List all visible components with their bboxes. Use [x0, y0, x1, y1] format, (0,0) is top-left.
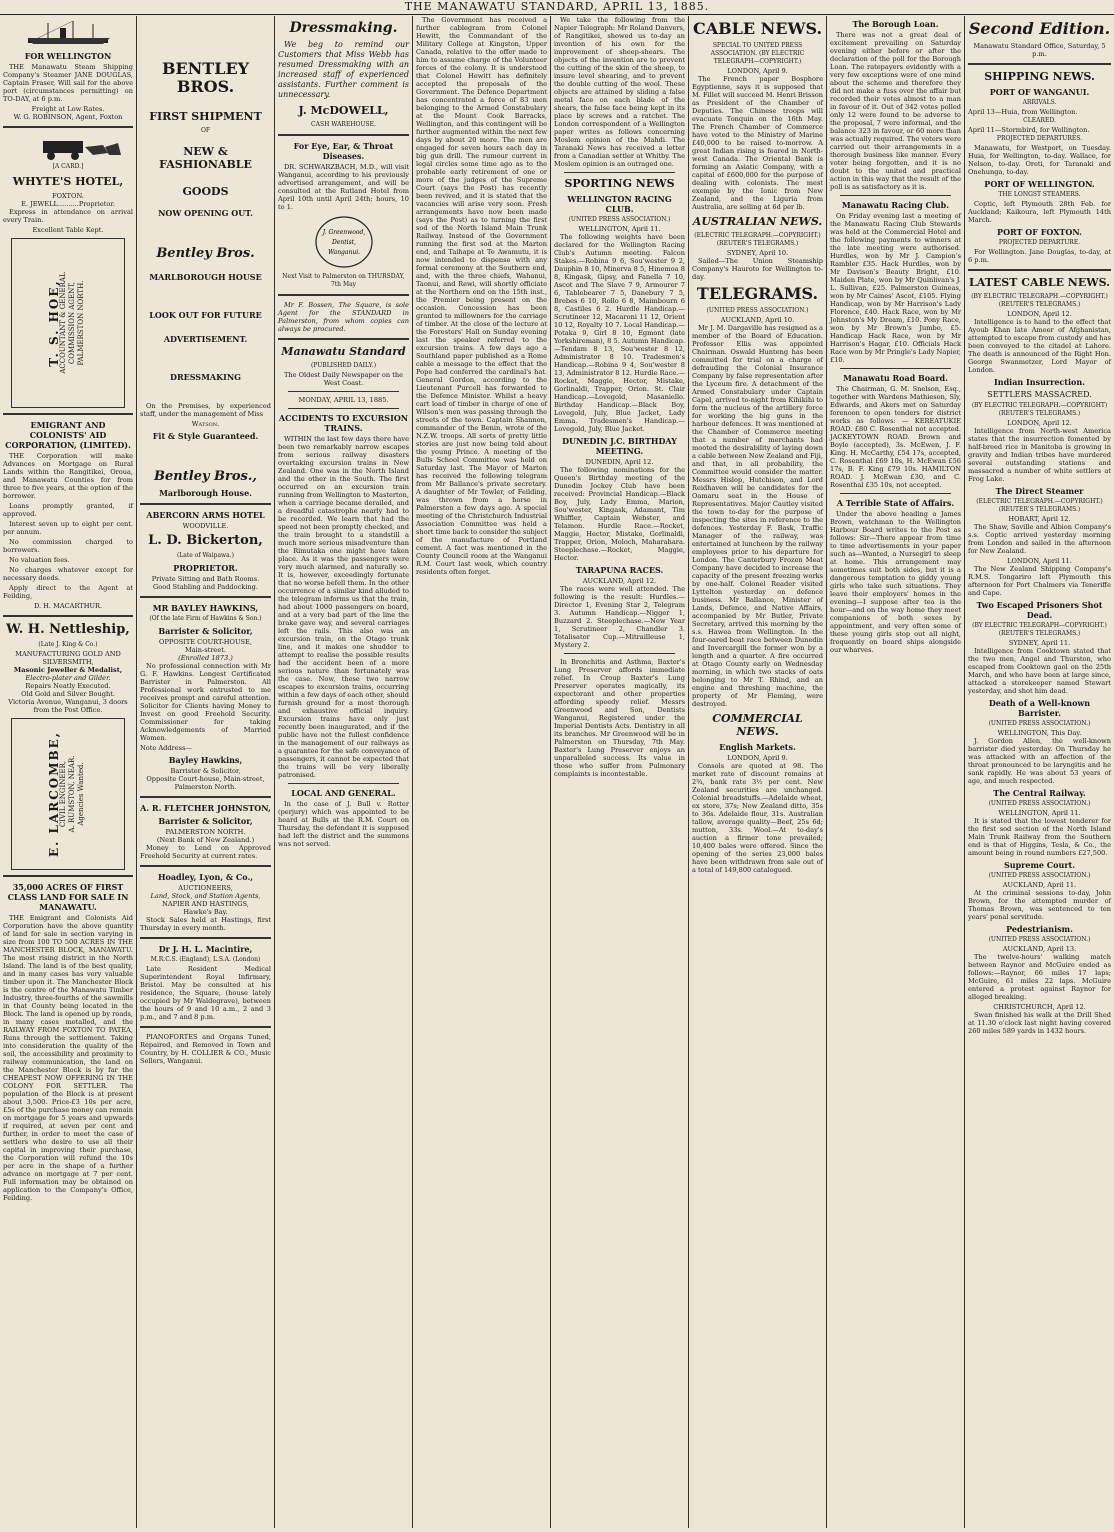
divider	[278, 294, 409, 296]
nettleship-line: Electro-plater and Gilder.	[25, 674, 111, 682]
fit-style: Fit & Style Guaranteed.	[152, 431, 259, 441]
emigrant-line: Apply direct to the Agent at Feilding,	[3, 584, 133, 600]
nettleship-sub: (Late J. King & Co.)	[38, 641, 98, 648]
australian-heading: AUSTRALIAN NEWS.	[692, 215, 823, 228]
second-edition: Second Edition.	[968, 19, 1111, 38]
card-label: [A CARD.]	[52, 163, 84, 170]
macintire-sub: M.R.C.S. (England), L.S.A. (London)	[150, 956, 261, 963]
acres-text: THE Emigrant and Colonists Aid Corporation have the above quantity of land for sale in section varying in size from 100 TO 500 ACRES IN THE MANCHESTER BLOCK, MANAWATU. The most rising district in the North Island. The land is of the best quality, and in many cases has very valuable timber upon it. The Manchester Block is the centre of the Manawatu Timber Industry, three-fourths of the sawmills in that County being located in the Block. The land is opened up by roads, in many cases metalled, and the RAILWAY FROM FOXTON TO PATEA, Runs through the settlement. Taking into consideration the quality of the soil, the accessibility and proximity to railway communication, the land on the Manchester Block is by far the CHEAPEST NOW OFFERING IN THE COLONY FOR SETTLER. The population of the Block is at present about 3,500. Price-£3 10s per acre, £5s of the purchase money can remain on mortgage for 5 years and upwards if required, at seven per cent and further, in order to meet the case of settlers who desire to use all their capital in improving their purchase, the Corporation will refund the 10s per acre in the shape of a further advance on mortgage at 7 per cent. Full information may be obtained on application to the Company's Office, Feilding.	[3, 914, 133, 1202]
bayley-addr: Opposite Court-house, Main-street, Palmerston North.	[146, 775, 265, 791]
telegrams-sub: (UNITED PRESS ASSOCIATION.)	[706, 307, 809, 314]
bentley-italic-2: Bentley Bros.,	[154, 469, 257, 484]
london3-text: The New Zealand Shipping Company's R.M.S. Tongariro left Plymouth this afternoon for Port Chalmers via Teneriffe and Cape.	[968, 565, 1111, 597]
larcombe-line: A. RUMSTON, NEAR.	[68, 755, 76, 833]
death-sub: (UNITED PRESS ASSOCIATION.)	[988, 720, 1091, 727]
hawkins-name: MR BAYLEY HAWKINS,	[152, 603, 259, 613]
supreme-sub: (UNITED PRESS ASSOCIATION.)	[988, 872, 1091, 879]
hotel-text: Express in attendance on arrival every Train.	[3, 208, 133, 224]
stamp-line: Wanganui.	[327, 249, 360, 256]
abercorn: ABERCORN ARMS HOTEL	[146, 510, 265, 520]
emigrant-line: No commission charged to borrowers.	[3, 538, 133, 554]
cable-sub: SPECIAL TO UNITED PRESS ASSOCIATION. (BY ELECTRIC TELEGRAPH—COPYRIGHT.)	[710, 42, 805, 65]
emigrant-agent: D. H. MACARTHUR.	[33, 602, 103, 610]
indian-dateline: LONDON, April 12.	[1007, 419, 1072, 427]
column-4-text: The Government has received a further cablegram from Colonel Hewitt, the Commandant of the Military College at Kingston, Upper Canada, relative to the offer made to him to assume charge of the Volunteer forces of the colony. It is understood that Colonel Hewitt has definitely accepted the proposals of the Government. The Defence Department has concentrated a force of 83 men belonging to the Armed Constabulary at the Mount Cook Barracks, Wellington, and this contingent will be further augmented within the next few days by about 20 more. The men are engaged for seven hours each day in big gun drill. The rumour current in legal circles some time ago as to the probable early retirement of one or more of the judges of the Supreme Court (says the Post) has recently been revived, and it is stated that the vacancies will arise very soon. Fresh arrangements have now been made (says the Post) as to turning the first sod of the North Island Main Trunk Railway. Instead of the Government running the first sod at the Marton end, and Taihape at Te Awamutu, it is now intended to dispense with any formal ceremony at the Southern end, and, with the three chiefs, Wahanui, Taonui, and Rewi, will shortly officiate at the Northern end on the 15th inst., the Premier being present on the occasion. Concession has been granted to millowners for the carriage of timber. At the close of the lecture at the Foresters' Hall on Sunday evening last the speaker referred to the excursion trains. A few days ago a Southland paper published as a Rome cable a message to the effect that the Pope had conferred the cardinal's hat. General Gordon, according to the Lieutenant Purcell has forwarded to the Defence Minister. Whilst a heavy cart load of timber in charge of one of Wilson's men was passing through the streets of the town. Captain Shannon, commander of the Benin, wrote of the N.Z.W. troops. All sorts of pretty little stories are just now being told about the young Prince. A meeting of the Bulls School Committee was held on Saturday last. The Mayor of Marton has received the following telegram from Mr Ballance's private secretary. A daughter of Mr Towler, of Feilding, was thrown from a horse in Palmerston a few days ago. A special meeting of the Christchurch Industrial Association Committee was held a short time back to consider the subject of the manufacture of Portland cement. A fact was mentioned in the County Council room at the Wanganui R.M. Court last week, which country residents often forget.	[416, 16, 547, 576]
dressmaking: DRESSMAKING	[170, 372, 241, 382]
bayley-sub: Barrister & Solicitor,	[170, 767, 241, 775]
hotel-proprietor: E. JEWELL..........Proprietor.	[21, 200, 115, 208]
hotel-table: Excellent Table Kept.	[32, 226, 104, 234]
emigrant-line: No charges whatever except for necessary deeds.	[3, 566, 133, 582]
pianofortes-text: PIANOFORTES and Organs Tuned, Repaired, and Removed in Town and Country, by H. COLLIER & CO., Music Sellers, Wanganui.	[140, 1033, 271, 1065]
column-1	[0, 16, 136, 1526]
escaped-dateline: SYDNEY, April 11.	[1008, 639, 1071, 647]
shipping-heading: SHIPPING NEWS.	[984, 70, 1095, 83]
foxton-sub: PROJECTED DEPARTURE.	[998, 239, 1081, 246]
bickerton: L. D. Bickerton,	[148, 533, 263, 548]
emigrant-heading: EMIGRANT AND COLONISTS' AID CORPORATION, (LIMITED).	[5, 420, 131, 450]
steamer-text: The Shaw, Saville and Albion Company's s.s. Coptic arrived yesterday morning from London and sailed in the afternoon for New Zealand.	[968, 523, 1111, 555]
steamer-dateline: HOBART, April 12.	[1008, 515, 1071, 523]
dressmaking-title: Dressmaking.	[289, 20, 398, 36]
nettleship-name: W. H. Nettleship,	[6, 622, 130, 637]
main-street: Main-street.	[184, 646, 226, 654]
london2-dateline: LONDON, April 9.	[727, 754, 788, 762]
stamp-line: Dentist,	[331, 239, 356, 246]
nettleship-line: Victoria Avenue, Wanganui, 3 doors from the Post Office.	[8, 698, 128, 714]
divider	[3, 875, 133, 877]
wanganui-heading: PORT OF WANGANUI.	[989, 87, 1090, 97]
hawkes-bay: Hawke's Bay.	[183, 908, 228, 916]
divider	[288, 408, 399, 409]
acres-heading: 35,000 ACRES OF FIRST CLASS LAND FOR SALE IN MANAWATU.	[7, 882, 129, 912]
nettleship-line: Repairs Neatly Executed.	[25, 682, 111, 690]
latest-cable-heading: LATEST CABLE NEWS.	[969, 276, 1110, 289]
supreme-heading: Supreme Court.	[1003, 860, 1076, 870]
australian-sub: (ELECTRIC TELEGRAPH.—COPYRIGHT.) (REUTER'S TELEGRAMS.)	[694, 232, 821, 247]
bentley-title: BENTLEY BROS.	[161, 59, 250, 96]
terrible-heading: A Terrible State of Affairs.	[836, 498, 955, 508]
cable-heading: CABLE NEWS.	[692, 19, 823, 38]
woodville: WOODVILLE.	[182, 522, 229, 530]
divider	[140, 1026, 271, 1028]
english-markets: English Markets.	[719, 742, 796, 752]
napier: NAPIER AND HASTINGS,	[162, 900, 249, 908]
column-8	[965, 16, 1114, 1526]
hawkins-sub: (Of the late Firm of Hawkins & Son.)	[149, 615, 262, 622]
tarapuna-dateline: AUCKLAND, April 12.	[582, 577, 657, 585]
road-heading: Manawatu Road Board.	[843, 373, 948, 383]
dressmaking-text: We beg to remind our Customers that Miss Webb has resumed Dressmaking with an increased staff of experienced assistants. Further comment is unnecessary.	[278, 40, 409, 99]
pedestrian-dateline: AUCKLAND, April 13.	[1002, 945, 1077, 953]
johnston-addr: (Next Bank of New Zealand.)	[156, 836, 255, 844]
dunedin-heading: DUNEDIN J.C. BIRTHDAY MEETING.	[562, 436, 677, 456]
divider	[140, 796, 271, 798]
pedestrian-text: The twelve-hours' walking match between Raynor and McGuire ended as follows:—Raynor, 66 miles 17 laps; McGuire, 61 miles 22 laps. McGuire entered a protest against Raynor for alleged breaking.	[968, 953, 1111, 1001]
column-2	[137, 16, 274, 1526]
eye-heading: For Eye, Ear, & Throat Diseases.	[293, 141, 394, 161]
hoe-line: PALMERSTON NORTH.	[77, 280, 85, 366]
divider	[288, 391, 399, 392]
new-fashionable: NEW & FASHIONABLE	[159, 145, 252, 171]
nettleship-line: MANUFACTURING GOLD AND SILVERSMITH,	[15, 650, 121, 666]
london-dateline: LONDON, April 9.	[727, 67, 788, 75]
arrivals: ARRIVALS.	[1022, 99, 1057, 106]
wrc-sub: (UNITED PRESS ASSOCIATION.)	[568, 216, 671, 223]
divider	[140, 937, 271, 939]
macintire-text: Late Resident Medical Superintendent Royal Infirmary, Bristol. May be consulted at his residence, the Square, (house lately occupied by Mr Waldegrave), between the hours of 9 and 10 a.m., 2 and 3 p.m., and 7 and 8 p.m.	[140, 965, 271, 1021]
wellington-text: THE Manawatu Steam Shipping Company's Steamer JANE DOUGLAS, Captain Fraser, Will sail for the above port (circumstances permitting) on TO-DAY, at 6 p.m.	[3, 63, 133, 103]
emigrant-line: Interest seven up to eight per cent. per annum.	[3, 520, 133, 536]
central-text: It is stated that the lowest tenderer for the first sod section of the North Island Main Trunk Railway from the Southern end is that of Higgins, Tesla, & Co., the amount being in round numbers £27,500.	[968, 817, 1111, 857]
hoe-advert	[11, 238, 125, 408]
telegrams-text: Mr J. M. Dargaville has resigned as a member of the Board of Education. Professor Ellis was appointed Chairman. Oswald Hunteng has been committed for trial on a charge of defrauding the Colonial Insurance Company by false representation after the Lyceum fire. A detachment of the Armed Constabulary under Captain Capel, arrived to-night from Kihikihi to form the nucleus of the artillery force for working the big guns in the harbour defences. It was mentioned at the Chamber of Commerce meeting that a number of merchants had mooted the desirability of laying down a cable between New Zealand and Fiji, and that, in all probability, the Committee would consider the matter. Messrs Hislop, Hutchison, and Lord Reidhaven will be candidates for the Oamaru seat in the House of Representatives. Major Cautley visited the town to-day for the purpose of inspecting the sites in reference to the defences. Yesterday F. Bask, Traffic Manager of the railway, was entertained at luncheon by the railway employees prior to his departure for London. The Canterbury Frozen Meat Company have decided to increase the capacity of the present freezing works by one-half. Colonel Reader visited Lyttelton yesterday on defence business. Mr Ballance, Minister of Lands, Defence, and Native Affairs, accompanied by Mr Butler, Private Secretary, arrived this morning by the s.s. Hawea from Wellington. In the four-oared boat race between Dunedin and Invercargill the former won by a length and a quarter. A fire occurred at Otago County early on Wednesday morning, in which two stacks of oats belonging to Mr T. Rhind, and an engine and threshing machine, the property of Mr Fleming, were destroyed.	[692, 324, 823, 708]
local-heading: LOCAL AND GENERAL.	[291, 788, 396, 798]
watson: Watson.	[191, 420, 220, 428]
hawkins-text: No professional connection with Mr G. F. Hawkins. Longest Certificated Barrister in Palmerston. All Professional work entrusted to me receives prompt and careful attention. Solicitor for Clients having Money to Invest on good Freehold Security. Commissioner for taking Acknowledgements of Married Women.	[140, 662, 271, 742]
cable-text: The French paper Bosphore Egyptienne, says it is supposed that M. Fillet will succeed M. Henri Brisson as President of the Chamber of Deputies. The Chinese troops will evacuate Tonquin on the 16th May. The French Chamber of Commerce have voted to the Ministry of Marine £40,000 to be raised to-morrow. A great Indian rising is feared in North-west Canada. The Oriental Bank is forming an Asiatic Company, with a capital of £600,000 for the purpose of dealing with colonists. The mest exemple by the Ionic from New Zealand, and the Liguria from Australia, are selling at 6d per lb.	[692, 75, 823, 211]
johnston-name: A. R. FLETCHER JOHNSTON,	[140, 803, 271, 813]
divider	[968, 63, 1111, 65]
dunedin-text: The following nominations for the Queen's Birthday meeting of the Dunedin Jockey Club have been received: Provincial Handicap.—Black Boy, July, Lady Emma, Marion, Sou'wester, Kingask, Adamant, Tim Whiffler, Captain Webster, and Telamon. Hurdle Race.—Rocket, Maggie, Hector, Mistake, Gorlinaldi, Trapper, Orion, Moloch, Maharahara. Steeplechase.—Rocket, Maggie, Hector.	[554, 466, 685, 562]
bayley-name: Bayley Hawkins,	[168, 755, 243, 765]
indian-sub: (BY ELECTRIC TELEGRAPH.—COPYRIGHT) (REUTER'S TELEGRAMS.)	[971, 402, 1108, 417]
road-text: The Chairman, G. M. Snelson, Esq., together with Wardens Mathieson, Sly, Edwards, and Akers met on Saturday forenoon to open tenders for district works as follows: — KEREATUKIE ROAD. £80 C. Rosenthal not accepted. JACKEYTOWN ROAD. Brown and Boyle (accepted), 3s. McEwen, J. F. King. H. McCarthy, £54 17s, accepted, C. Rosenthal £69 10s, H. McEwan £56 17s, B. F. King £79 10s. HAMILTON ROAD. J. McEwan £30, and C. Rosenthal £35 10s, not accepted.	[830, 385, 961, 489]
escaped-heading: Two Escaped Prisoners Shot Dead.	[976, 600, 1103, 620]
divider	[840, 493, 951, 494]
divider	[968, 269, 1111, 271]
latest-text: Intelligence is to hand to the effect that Ayoub Khan late Ameer of Afghanistan, attempted to escape from custody and has been conveyed to the citadel at Lahore. The death is announced of the Right Hon. George Swanmetzer, Lord Mayor of London.	[968, 318, 1111, 374]
sydney-text: Sailed—The Union Steamship Company's Hauroto for Wellington to-day.	[692, 257, 823, 281]
accidents-text: WITHIN the last few days there have been two remarkably narrow escapes from serious railway disasters overtaking excursion trains in New Zealand. One was in the North Island and the other in the South. The first occurred on an excursion train running from Wellington to Masterton, when a carriage became derailed, and a dreadful catastrophe nearly had to be recorded. We learn that had the speed not been promptly checked, and the train brought to a standstill a much more serious misadventure than the Rimutaka one might have taken place. As it was the passengers were very much alarmed, and naturally so. It is, however, exceedingly fortunate that no worse befell them. In the other occurrence of a similar kind alluded to the telegram informs us that the train, had about 1000 passengers on board, and at a very bad part of the line the brake gave way, and several carriages left the rails. This also was an excursion train, on the Otago trunk line, and it makes one shudder to attempt to realise the possible results had the accident been of a more serious nature than fortunately was the case. Now, these two narrow escapes to excursion trains, occurring within a few days of each other, should furnish ground for a most thorough and exhaustive official inquiry. Excursion trains have only just recently been inaugurated, and if the public have not the fullest confidence in the management of our railways as a guarantee for the safe conveyance of passengers, it cannot be expected that the trains will be very liberally patronised.	[278, 435, 409, 779]
enrolled: (Enrolled 1873.)	[178, 654, 233, 662]
office-line: Manawatu Standard Office, Saturday, 5 p.m.	[973, 42, 1106, 58]
column-4	[413, 16, 550, 1526]
now-opening: NOW OPENING OUT.	[158, 208, 253, 218]
steamship-icon	[18, 18, 118, 48]
freight-line: Freight at Low Rates.	[31, 105, 105, 113]
macintire-name: Dr J. H. L. Macintire,	[158, 944, 253, 954]
stock-sales: Stock Sales held at Hastings, first Thursday in every month.	[140, 916, 271, 932]
cleared: CLEARED.	[1023, 117, 1056, 124]
divider	[564, 172, 675, 173]
divider	[3, 615, 133, 617]
look-out: LOOK OUT FOR FUTURE	[149, 310, 262, 320]
latest-sub: (BY ELECTRIC TELEGRAPH.—COPYRIGHT.) (REUTER'S TELEGRAMS.)	[971, 293, 1108, 308]
marlborough-house-2: Marlborough House.	[159, 488, 252, 498]
wellington-port-heading: PORT OF WELLINGTON.	[984, 179, 1095, 189]
nettleship-line: Old Gold and Silver Bought.	[21, 690, 115, 698]
paper-title: Manawatu Standard	[281, 345, 406, 358]
arrival-line: April 13—Huia, from Wellington.	[968, 108, 1078, 116]
local-text: In the case of J. Bull v. Rotter (perjury) which was appointed to be heard at Bulls at the R.M. Court on Thursday, the defendant it is supposed had left the district and the summons was not served.	[278, 800, 409, 848]
central-dateline: WELLINGTON, April 11.	[998, 809, 1081, 817]
hoe-line: ACCOUNTANT & GENERAL	[59, 272, 67, 374]
larcombe-line: Agencies Wanted.	[77, 762, 85, 826]
land-stock: Land, Stock, and Station Agents,	[150, 892, 261, 900]
central-sub: (UNITED PRESS ASSOCIATION.)	[988, 800, 1091, 807]
divider	[564, 653, 675, 654]
sporting-heading: SPORTING NEWS	[564, 177, 675, 190]
emigrant-text: THE Corporation will make Advances on Mortgage on Rural Lands within the Rangitikei, Oroua, and Manawatu Counties for from three to five years, at the option of the borrower.	[3, 452, 133, 500]
mcdowell-name: J. McDOWELL,	[298, 104, 389, 117]
hoe-name: T. S. HOE,	[47, 279, 61, 367]
death-heading: Death of a Well-known Barrister.	[988, 698, 1091, 718]
cleared-line: April 11—Stormbird, for Wellington.	[968, 126, 1090, 134]
larcombe-name: E. LARCOMBE,	[47, 731, 61, 857]
emigrant-line: No valuation fees.	[9, 556, 70, 564]
wellington-port-text: Coptic, left Plymouth 28th Feb. for Auckland; Kaikoura, left Plymouth 14th March.	[968, 200, 1111, 224]
nettleship-line: Masonic Jeweller & Medalist,	[13, 666, 123, 674]
borough-text: There was not a great deal of excitement prevailing on Saturday evening either before or after the declaration of the poll for the Borough Loan. The ratepayers evidently with a very few exceptions were of one mind about the scheme and therefore they did not make a fuss over the affair but recorded their votes almost to a man in favour of it. Out of 342 votes polled only 12 were found to be adverse to the proposal, 7 were informal, and the balance 323 in favour, or 60 more than was actually required. The voters were carried out their arrangements in a thorough business like manner. Every voter being forgotten, and it is no doubt to the united and practical action in this way that the result of the poll is as satisfactory as it is.	[830, 31, 961, 191]
stamp-caption: Next Visit to Palmerston on THURSDAY, 7th May	[282, 273, 405, 288]
paper-sub: (PUBLISHED DAILY.)	[310, 362, 377, 369]
projected-text: Manawatu, for Westport, on Tuesday. Huia, for Wellington, to-day. Wallace, for Nelson, to-day. Oreti, for Taranaki and Onehunga, to-day.	[968, 144, 1111, 176]
advertisement: ADVERTISEMENT.	[163, 334, 248, 344]
hoe-line: COMMISSION AGENT,	[68, 281, 76, 365]
indian-text: Intelligence from North-west America states that the insurrection fomented by half-breed rice in Manitoba is growing in gravity and Indian tribes have murdered several outstanding stations and massacred a number of white settlers at Frog Lake.	[968, 427, 1111, 483]
central-heading: The Central Railway.	[993, 788, 1086, 798]
hotel-town: FOXTON.	[52, 192, 84, 200]
opposite: OPPOSITE COURT-HOUSE,	[159, 638, 252, 646]
hoadley-name: Hoadley, Lyon, & Co.,	[157, 872, 254, 882]
settlers-heading: SETTLERS MASSACRED.	[987, 390, 1092, 399]
agent-line: W. G. ROBINSON, Agent, Foxton	[13, 113, 123, 121]
johnston-money: Money to Lend on Approved Freehold Security at current rates.	[140, 844, 271, 860]
death-text: J. Gordon Allen, the well-known barrister died yesterday. On Thursday he was attacked with an affection of the throat pronounced to be laryngitis and he sank rapidly. He was about 53 years of age, and much respected.	[968, 737, 1111, 785]
escaped-sub: (BY ELECTRIC TELEGRAPH—COPYRIGHT.) (REUTER'S TELEGRAMS.)	[972, 622, 1107, 637]
auckland-dateline: AUCKLAND, April 10.	[720, 316, 795, 324]
divider	[278, 338, 409, 340]
racing-text: On Friday evening last a meeting of the Manawatu Racing Club Stewards was held at the Commercial Hotel and the following payments to winners at the late meeting were authorised. Hurdles, won by Mr J. Campion's Rambler £35. Hack Hurdles, won by Mr Davison's Beauty Bright, £10. Maiden Plate, won by Mr Quinlivan's J. L. Sullivan, £25. Palmerston Guineas, won by Mr Caines' Ascot, £105. Flying Handicap, won by Mr Harrison's Lady Florence, £40. Hack Race, won by Mr Johnston's My Dream, £10. Pony Race, won by Mr Brown's Jumbo, £5. Handicap Hack Race, won by Mr Harrison's Hagar, £10. Officials Hack Race won by Mr Pringle's Lady Napier, £10.	[830, 212, 962, 364]
pedestrian-sub: (UNITED PRESS ASSOCIATION.)	[988, 936, 1091, 943]
first-shipment: FIRST SHIPMENT	[149, 110, 262, 123]
masthead: THE MANAWATU STANDARD, APRIL 13, 1885.	[0, 0, 1114, 15]
wrc-heading: WELLINGTON RACING CLUB.	[567, 194, 672, 214]
borough-heading: The Borough Loan.	[852, 19, 939, 29]
foxton-heading: PORT OF FOXTON.	[997, 227, 1082, 237]
column-6	[689, 16, 826, 1526]
coach-icon	[13, 133, 123, 161]
tarapuna-text: The races were well attended. The following is the result: Hurdles.—Director 1, Evening Star 2, Telegram 3. Autumn Handicap.—Nigger 1, Buzzard 2. Steeplechase.—New Year 1, Scrutineer 2, Chandler 3. Totalisator Cup.—Mitrailleuse 1, Mystery 2.	[554, 585, 685, 649]
supreme-text: At the criminal sessions to-day, John Brown, for the attempted murder of Thomas Brown, was sentenced to ten years' penal servitude.	[968, 889, 1111, 921]
warehouse: CASH WAREHOUSE.	[311, 121, 376, 128]
terrible-text: Under the above heading a James Brown, watchman to the Wellington Harbour Board writes to the Post as follows: Sir—There appear from time to time advertisements in your paper such as—Wanted, a Nursegirl to sleep at home. This arrangement may sometimes suit both sides, but it is a dangerous temptation to giddy young girls who take such situations. They leave their employers' homes in the evening—I suppose after tea is the hour—and on the way home they meet companions of both sexes by appointment, and very often some of these young girls stop out all night, frequently on board ships alongside our wharves.	[830, 510, 961, 654]
divider	[140, 596, 271, 598]
projected: PROJECTED DEPARTURES.	[996, 135, 1083, 142]
bickerton-line: Private Sitting and Bath Rooms.	[151, 575, 260, 583]
steamer-heading: The Direct Steamer	[995, 486, 1084, 496]
note-address: Note Address—	[140, 744, 193, 752]
wrc-text: The following weights have been declared for the Wellington Racing Club's Autumn meeting. Falcon Stakes.—Robina 9 6, Sou'wester 9 2, Dauphin 8 10, Minerva 8 5, Hinemoa 8 8, Kingask, Gipsy, and Fanella 7 10, Ascot and The Slave 7 9, Armourer 7 6, Tablebearer 7 5, Danebury 7 5, Brebes 6 10, Rollo 6 8, Maimbourn 6 8, Castiles 6 2. Hurdle Handicap.—Scrutineer 12, Macaroni 11 12, Orient 10 12, Royalty 10 7. Local Handicap.—Potaka 9, Girl 8 10, Egmont (late Yorkshireman), 8 5. Autumn Handicap.—Tendam 8 13, Sou'wester 8 12, Administrator 8 10. Tradesmen's Handicap.—Robina 9 4, Sou'wester 8 13, Administrator 8 12. Hurdle Race.—Rocket, Maggie, Hector, Mistake, Gorlinaldi, Trapper, Orion. St. Clair Handicap.—Lovegold, Masaniello. Birthday Handicap.—Black Boy, Lovegold, July, Blue Jacket, Lady Emma. Tradesmen's Handicap.—Lovegold, July, Blue Jacket.	[554, 233, 685, 433]
johnston-town: PALMERSTON NORTH.	[165, 828, 246, 836]
stamp-line: J. Greenwood,	[322, 229, 365, 236]
wellington-sub: THE LONGST STEAMERS.	[998, 191, 1081, 198]
wrc-dateline: WELLINGTON, April 11.	[578, 225, 661, 233]
wellington-heading: FOR WELLINGTON	[24, 51, 112, 61]
divider	[3, 126, 133, 128]
date-line: MONDAY, APRIL 13, 1885.	[298, 396, 389, 404]
larcombe-line: CIVIL ENGINEER,	[59, 760, 67, 828]
hotel-name: WHYTE'S HOTEL,	[12, 175, 124, 188]
steamer-sub: (ELECTRIC TELEGRAPH.—COPYRIGHT.) (REUTER'S TELEGRAMS.)	[976, 498, 1103, 513]
bickerton-line: Good Stabling and Paddocking.	[153, 583, 258, 591]
agent-note: Mr F. Bossen, The Square, is sole Agent for the STANDARD in Palmerston, from whom copies can always be procured.	[278, 301, 409, 333]
column-5	[551, 16, 688, 1526]
supreme-dateline: AUCKLAND, April 11.	[1002, 881, 1077, 889]
larcombe-advert	[11, 718, 125, 870]
paper-desc: The Oldest Daily Newspaper on the West Coast.	[284, 371, 403, 387]
pedestrian-heading: Pedestrianism.	[1006, 924, 1073, 934]
column-5-intro: We take the following from the Napier Telegraph: Mr Roland Danvers, of Rangitikei, showed us to-day an invention of his own for the improvement of sheep-shears. The objects of the invention are to prevent the cutting of the skin of the sheep, to insure level shearing, and to prevent the double cutting of the wool. These objects are attained by sliding a false metal face on each blade of the shears, the false face being kept in its place by screws and a ratchet. The London correspondent of a Wellington paper writes as follows concerning Moslem opinion of the Mahdi. The Taranaki News has received a letter from a Canadian settler at Whitby. The Moslem opinion is an outraged one.	[554, 16, 685, 168]
column-3	[275, 16, 412, 1526]
column-7	[827, 16, 964, 1526]
sydney-dateline: SYDNEY, April 10.	[726, 249, 789, 257]
divider	[3, 413, 133, 415]
divider	[840, 368, 951, 369]
christchurch-text: Swan finished his walk at the Drill Shed at 11.30 o'clock last night having covered 260 miles 589 yards in 1432 hours.	[968, 1011, 1111, 1035]
emigrant-line: Loans promptly granted, if approved.	[3, 502, 133, 518]
divider	[140, 503, 271, 505]
london3-dateline: LONDON, April 11.	[1007, 557, 1072, 565]
divider	[278, 134, 409, 136]
divider	[288, 783, 399, 784]
foxton-text: For Wellington. Jane Douglas, to-day, at 6 p.m.	[968, 248, 1111, 264]
accidents-heading: ACCIDENTS TO EXCURSION TRAINS.	[278, 413, 409, 433]
telegrams-heading: TELEGRAMS.	[696, 284, 819, 303]
commercial-heading: COMMERCIAL NEWS.	[712, 712, 803, 738]
dress-text: On the Premises, by experienced staff, under the management of Miss	[140, 402, 271, 418]
dentist-stamp	[314, 215, 374, 269]
christchurch-dateline: CHRISTCHURCH, April 12.	[993, 1003, 1086, 1011]
divider	[840, 195, 951, 196]
proprietor: PROPRIETOR.	[173, 563, 238, 573]
indian-heading: Indian Insurrection.	[994, 377, 1085, 387]
auctioneers: AUCTIONEERS,	[178, 884, 233, 892]
commercial-text: Consols are quoted at 98. The market rate of discount remains at 2¾, bank rate 3½ per cent. New Zealand securities are unchanged. Colonial breadstuffs.—Adelaide wheat, ex store, 37s; New Zealand ditto, 35s to 36s. Adelaide flour, 31s. Australian tallow, average quality—Beef, 25s 6d; mutton, 33s. Wool.—At to-day's auction a firmer tone prevailed; 10,400 bales were offered. Since the opening of the series 23,000 bales have been withdrawn from sale out of a total of 149,800 catalogued.	[692, 762, 823, 874]
latest-dateline: LONDON, April 12.	[1007, 310, 1072, 318]
bickerton-sub: (Late of Waipawa.)	[176, 552, 235, 559]
johnston-barrister: Barrister & Solicitor,	[158, 816, 253, 826]
ads-text: In Bronchitis and Asthma, Baxter's Lung Preserver affords immediate relief. In Croup Baxter's Lung Preserver operates magically, its expectorant and other properties affording speedy relief. Messrs Greenwood and Son, Dentists Wanganui, Registered under the Imperial Dentists Acts. Dentistry in all its branches. Mr Greenwood will be in Palmerston on Thursday, 7th May. Baxter's Lung Preserver enjoys an unparalleled success. Its value in those who suffer from Pulmonary complaints is incontestable.	[554, 658, 685, 778]
dunedin-dateline: DUNEDIN, April 12.	[585, 458, 654, 466]
divider	[140, 865, 271, 867]
marlborough-house: MARLBOROUGH HOUSE	[149, 272, 262, 282]
tarapuna-heading: TARAPUNA RACES.	[575, 565, 664, 575]
death-dateline: WELLINGTON, This Day.	[997, 729, 1082, 737]
eye-text: DR. SCHWARZBACH, M.D., will visit Wanganui, according to his previously advertised arrangement, and will be consulted at the Rutland Hotel from April 10th until April 24th; hours, 10 to 1.	[278, 163, 409, 211]
racing-heading: Manawatu Racing Club.	[841, 200, 950, 210]
goods: GOODS	[182, 185, 229, 198]
of-label: OF	[200, 127, 211, 134]
barrister: Barrister & Solicitor,	[158, 626, 253, 636]
bentley-italic: Bentley Bros.	[156, 246, 255, 261]
escaped-text: Intelligence from Cooktown stated that the two men, Angel and Thurston, who escaped from Cooktown gaol on the 25th March, and who have been at large since, attacked a storekeeper named Stewart yesterday, and shot him dead.	[968, 647, 1111, 695]
